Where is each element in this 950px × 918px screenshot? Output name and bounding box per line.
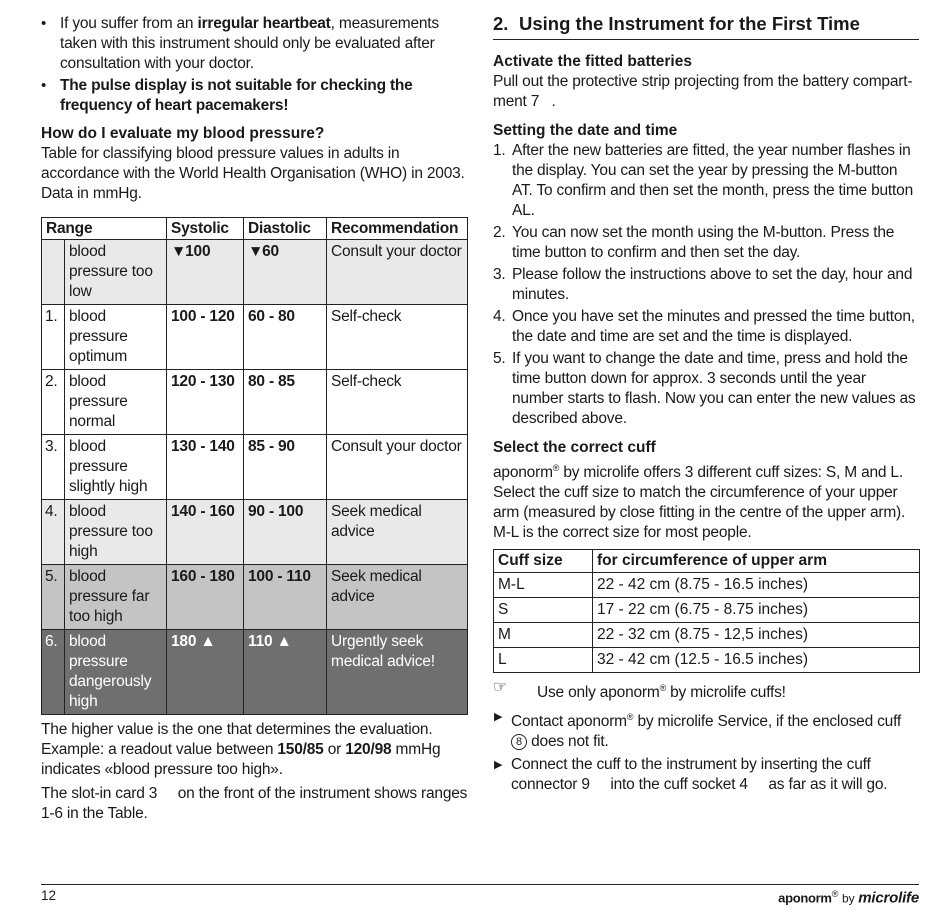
bullet-pacemaker-warning bbox=[41, 76, 469, 116]
bullet-dot: • bbox=[41, 15, 47, 32]
table-row bbox=[42, 240, 468, 305]
list-item: 1. After the new batteries are fitted, the year number flashes in the display. You can set the year by pressing the M-button AT. To confirm and then set the month, press the time button AL. bbox=[493, 142, 913, 219]
row-range: blood pressure optimum bbox=[65, 305, 167, 370]
ref-circle-8: 8 bbox=[511, 734, 527, 750]
row-diastolic: 85 - 90 bbox=[244, 435, 327, 500]
list-item: 4. Once you have set the minutes and pressed the time button, the date and time are set and the time is displayed. bbox=[493, 308, 915, 345]
date-heading: Setting the date and time bbox=[493, 122, 678, 139]
list-item: 3. Please follow the instructions above to set the day, hour and minutes. bbox=[493, 266, 913, 303]
row-range: blood pressure far too high bbox=[65, 565, 167, 630]
row-number: 2. bbox=[42, 370, 65, 435]
row-systolic: 180 ▲ bbox=[167, 630, 244, 715]
header-circumference: for circumference of upper arm bbox=[593, 550, 920, 573]
row-number: 3. bbox=[42, 435, 65, 500]
ref-number: 3 bbox=[148, 785, 158, 802]
header-systolic: Systolic bbox=[167, 218, 244, 240]
header-range: Range bbox=[42, 218, 167, 240]
row-diastolic: ▼ 60 bbox=[244, 240, 327, 305]
row-recommendation: Self-check bbox=[327, 370, 468, 435]
slot-card-text: The slot-in card 3 on the front of the instrument shows ranges 1-6 in the Table. bbox=[41, 785, 468, 822]
footer-divider bbox=[41, 884, 919, 885]
bullet-irregular-heartbeat bbox=[41, 14, 469, 74]
header-diastolic: Diastolic bbox=[244, 218, 327, 240]
ref-number: 4 bbox=[739, 776, 748, 794]
ref-number: 7 bbox=[530, 93, 540, 110]
row-range: blood pressure dangerously high bbox=[65, 630, 167, 715]
row-recommendation: Consult your doctor bbox=[327, 240, 468, 305]
section-title bbox=[493, 12, 919, 40]
row-diastolic: 110 ▲ bbox=[244, 630, 327, 715]
row-number bbox=[42, 240, 65, 305]
row-systolic: 130 - 140 bbox=[167, 435, 244, 500]
row-diastolic: 100 - 110 bbox=[244, 565, 327, 630]
row-diastolic: 80 - 85 bbox=[244, 370, 327, 435]
table-row bbox=[42, 500, 468, 565]
page-number: 12 bbox=[41, 888, 57, 903]
pointing-hand-icon: ☞ bbox=[493, 679, 508, 697]
blood-pressure-table bbox=[41, 217, 468, 715]
row-systolic: 140 - 160 bbox=[167, 500, 244, 565]
row-recommendation: Seek medical advice bbox=[327, 500, 468, 565]
row-range: blood pressure slightly high bbox=[65, 435, 167, 500]
triangle-bullet-icon: ▶ bbox=[494, 711, 503, 724]
contact-service-item: ▶ Contact aponorm® by microlife Service, if the enclosed cuff 8 does not fit. bbox=[493, 707, 919, 752]
bullet-text-bold: The pulse display is not suitable for checking the frequency of heart pacemakers! bbox=[60, 77, 413, 114]
cuff-size-table bbox=[493, 549, 920, 673]
table-row bbox=[42, 370, 468, 435]
section-number: 2. bbox=[493, 13, 509, 34]
table-header-row bbox=[494, 550, 920, 573]
table-row: S 17 - 22 cm (6.75 - 8.75 inches) bbox=[494, 598, 920, 623]
row-diastolic: 90 - 100 bbox=[244, 500, 327, 565]
row-number: 4. bbox=[42, 500, 65, 565]
batteries-heading: Activate the fitted batteries bbox=[493, 53, 692, 70]
row-recommendation: Consult your doctor bbox=[327, 435, 468, 500]
row-range: blood pressure normal bbox=[65, 370, 167, 435]
bullet-text-bold: irregular heartbeat bbox=[197, 15, 331, 32]
row-number: 6. bbox=[42, 630, 65, 715]
cuff-heading: Select the correct cuff bbox=[493, 439, 656, 456]
ref-number: 9 bbox=[581, 776, 590, 794]
row-diastolic: 60 - 80 bbox=[244, 305, 327, 370]
arrow-up-icon: ▲ bbox=[200, 633, 216, 650]
evaluate-text: Table for classifying blood pressure values in adults in accordance with the World Health Organisation (WHO) in 2003. Data in mmHg. bbox=[41, 145, 465, 202]
date-steps-list bbox=[493, 141, 919, 429]
list-item: 5. If you want to change the date and time, press and hold the time button down for approx. 3 seconds until the year number starts to flash. Now you can enter the new values as described above. bbox=[493, 350, 916, 427]
row-systolic: 100 - 120 bbox=[167, 305, 244, 370]
batteries-text: Pull out the protective strip projecting from the battery compartment 7 . bbox=[493, 73, 913, 110]
cuff-text: aponorm® by microlife offers 3 different cuff sizes: S, M and L. Select the cuff size to match the circumference of your upper arm (measured by close fitting in the centre of the upper arm). M-L is the correct size for most people. bbox=[493, 463, 906, 542]
higher-value-text: The higher value is the one that determines the evaluation. bbox=[41, 721, 433, 738]
table-row: M 22 - 32 cm (8.75 - 12,5 inches) bbox=[494, 623, 920, 648]
connect-cuff-item: ▶ Connect the cuff to the instrument by inserting the cuff connector 9 into the cuff socket 4 as far as it will go. bbox=[494, 756, 888, 794]
arrow-down-icon: ▼ bbox=[171, 243, 187, 260]
row-systolic: ▼ 100 bbox=[167, 240, 244, 305]
bullet-text-pre: If you suffer from an bbox=[60, 15, 198, 32]
table-header-row bbox=[42, 218, 468, 240]
bullet-text-post: , measurements taken with this instrument should only be evaluated after consultation with your doctor. bbox=[60, 15, 439, 72]
brand-logo: aponorm® by microlife bbox=[778, 889, 919, 907]
row-recommendation: Self-check bbox=[327, 305, 468, 370]
row-range: blood pressure too high bbox=[65, 500, 167, 565]
row-number: 5. bbox=[42, 565, 65, 630]
table-row: M-L 22 - 42 cm (8.75 - 16.5 inches) bbox=[494, 573, 920, 598]
list-item: 2. You can now set the month using the M-button. Press the time button to confirm and then set the day. bbox=[493, 224, 895, 261]
row-systolic: 120 - 130 bbox=[167, 370, 244, 435]
table-row bbox=[42, 565, 468, 630]
header-cuff-size: Cuff size bbox=[494, 550, 593, 573]
evaluate-heading: How do I evaluate my blood pressure? bbox=[41, 125, 325, 142]
row-range: blood pressure too low bbox=[65, 240, 167, 305]
row-systolic: 160 - 180 bbox=[167, 565, 244, 630]
arrow-down-icon: ▼ bbox=[248, 243, 264, 260]
header-recommendation: Recommendation bbox=[327, 218, 468, 240]
bullet-dot: • bbox=[41, 77, 47, 94]
cuff-note: ☞ Use only aponorm® by microlife cuffs! bbox=[493, 679, 786, 702]
row-recommendation: Urgently seek medical advice! bbox=[327, 630, 468, 715]
right-column bbox=[493, 12, 919, 795]
table-row bbox=[42, 435, 468, 500]
triangle-bullet-icon: ▶ bbox=[494, 759, 503, 772]
row-number: 1. bbox=[42, 305, 65, 370]
row-recommendation: Seek medical advice bbox=[327, 565, 468, 630]
table-row bbox=[42, 305, 468, 370]
left-column bbox=[41, 14, 469, 824]
arrow-up-icon: ▲ bbox=[276, 633, 292, 650]
section-title-text: Using the Instrument for the First Time bbox=[519, 13, 860, 34]
table-row: L 32 - 42 cm (12.5 - 16.5 inches) bbox=[494, 648, 920, 673]
table-row bbox=[42, 630, 468, 715]
example-text: Example: a readout value between 150/85 or 120/98 mmHg indicates «blood pressure too high». bbox=[41, 741, 441, 778]
